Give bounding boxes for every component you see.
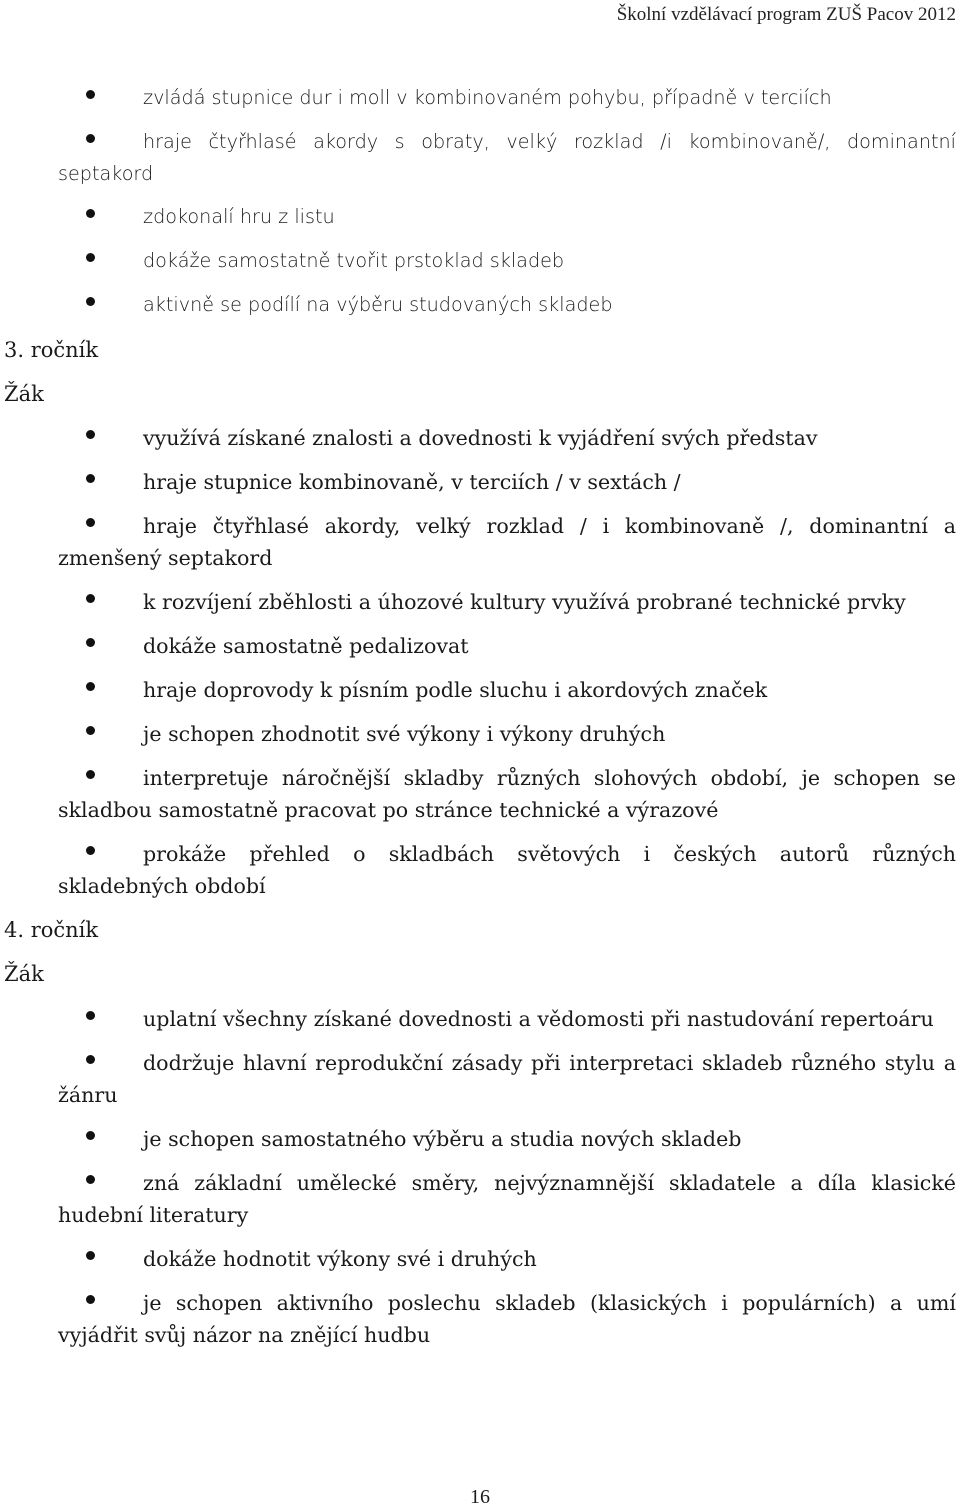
bullet-icon [86, 770, 95, 779]
list-item: interpretuje náročnější skladby různých slohových období, je schopen se skladbou samostatně pracovat po stránce technické a výrazové [58, 766, 956, 822]
bullet-icon [86, 90, 95, 99]
list-item: zdokonalí hru z listu [0, 201, 960, 245]
header-title: Školní vzdělávací program ZUŠ Pacov 2012 [616, 4, 956, 25]
bullet-icon [86, 134, 95, 143]
list-item: k rozvíjení zběhlosti a úhozové kultury využívá probrané technické prvky [0, 586, 960, 630]
list-item: dokáže samostatně tvořit prstoklad skladeb [0, 245, 960, 289]
bullet-icon [86, 474, 95, 483]
list-item: využívá získané znalosti a dovednosti k vyjádření svých představ [0, 422, 960, 466]
bullet-icon [86, 726, 95, 735]
list-item: zvládá stupnice dur i moll v kombinovaném pohybu, případně v terciích [0, 82, 960, 126]
bullet-icon [86, 209, 95, 218]
bullet-icon [86, 682, 95, 691]
list-item: aktivně se podílí na výběru studovaných skladeb [0, 289, 960, 333]
bullet-icon [86, 1131, 95, 1140]
list-item: je schopen aktivního poslechu skladeb (klasických i populárních) a umí vyjádřit svůj názor na znějící hudbu [58, 1291, 956, 1347]
bullet-icon [86, 430, 95, 439]
bullet-icon [86, 1175, 95, 1184]
list-item: uplatní všechny získané dovednosti a vědomosti při nastudování repertoáru [0, 1003, 960, 1047]
grade4-heading: 4. ročník [4, 918, 99, 942]
grade4-subheading: Žák [4, 962, 44, 986]
page-number: 16 [470, 1486, 490, 1508]
list-item: dodržuje hlavní reprodukční zásady při interpretaci skladeb různého stylu a žánru [58, 1051, 956, 1107]
list-item: hraje stupnice kombinovaně, v terciích / v sextách / [0, 466, 960, 510]
bullet-icon [86, 1011, 95, 1020]
bullet-icon [86, 638, 95, 647]
top-list [0, 82, 960, 333]
grade3-subheading: Žák [4, 382, 44, 406]
bullet-icon [86, 253, 95, 262]
list-item: prokáže přehled o skladbách světových i českých autorů různých skladebných období [58, 842, 956, 898]
bullet-icon [86, 1055, 95, 1064]
grade3-heading: 3. ročník [4, 338, 99, 362]
list-item: hraje čtyřhlasé akordy, velký rozklad / i kombinovaně /, dominantní a zmenšený septakord [58, 514, 956, 570]
list-item: je schopen zhodnotit své výkony i výkony druhých [0, 718, 960, 762]
list-item: dokáže samostatně pedalizovat [0, 630, 960, 674]
list-item: je schopen samostatného výběru a studia nových skladeb [0, 1123, 960, 1167]
bullet-icon [86, 1295, 95, 1304]
list-item: hraje doprovody k písním podle sluchu i akordových značek [0, 674, 960, 718]
list-item: hraje čtyřhlasé akordy s obraty, velký rozklad /i kombinovaně/, dominantní septakord [58, 130, 956, 185]
grade3-list [0, 422, 960, 914]
list-item: zná základní umělecké směry, nejvýznamnější skladatele a díla klasické hudební literatury [58, 1171, 956, 1227]
bullet-icon [86, 846, 95, 855]
bullet-icon [86, 518, 95, 527]
bullet-icon [86, 594, 95, 603]
grade4-list [0, 1003, 960, 1363]
bullet-icon [86, 1251, 95, 1260]
list-item: dokáže hodnotit výkony své i druhých [0, 1243, 960, 1287]
bullet-icon [86, 297, 95, 306]
